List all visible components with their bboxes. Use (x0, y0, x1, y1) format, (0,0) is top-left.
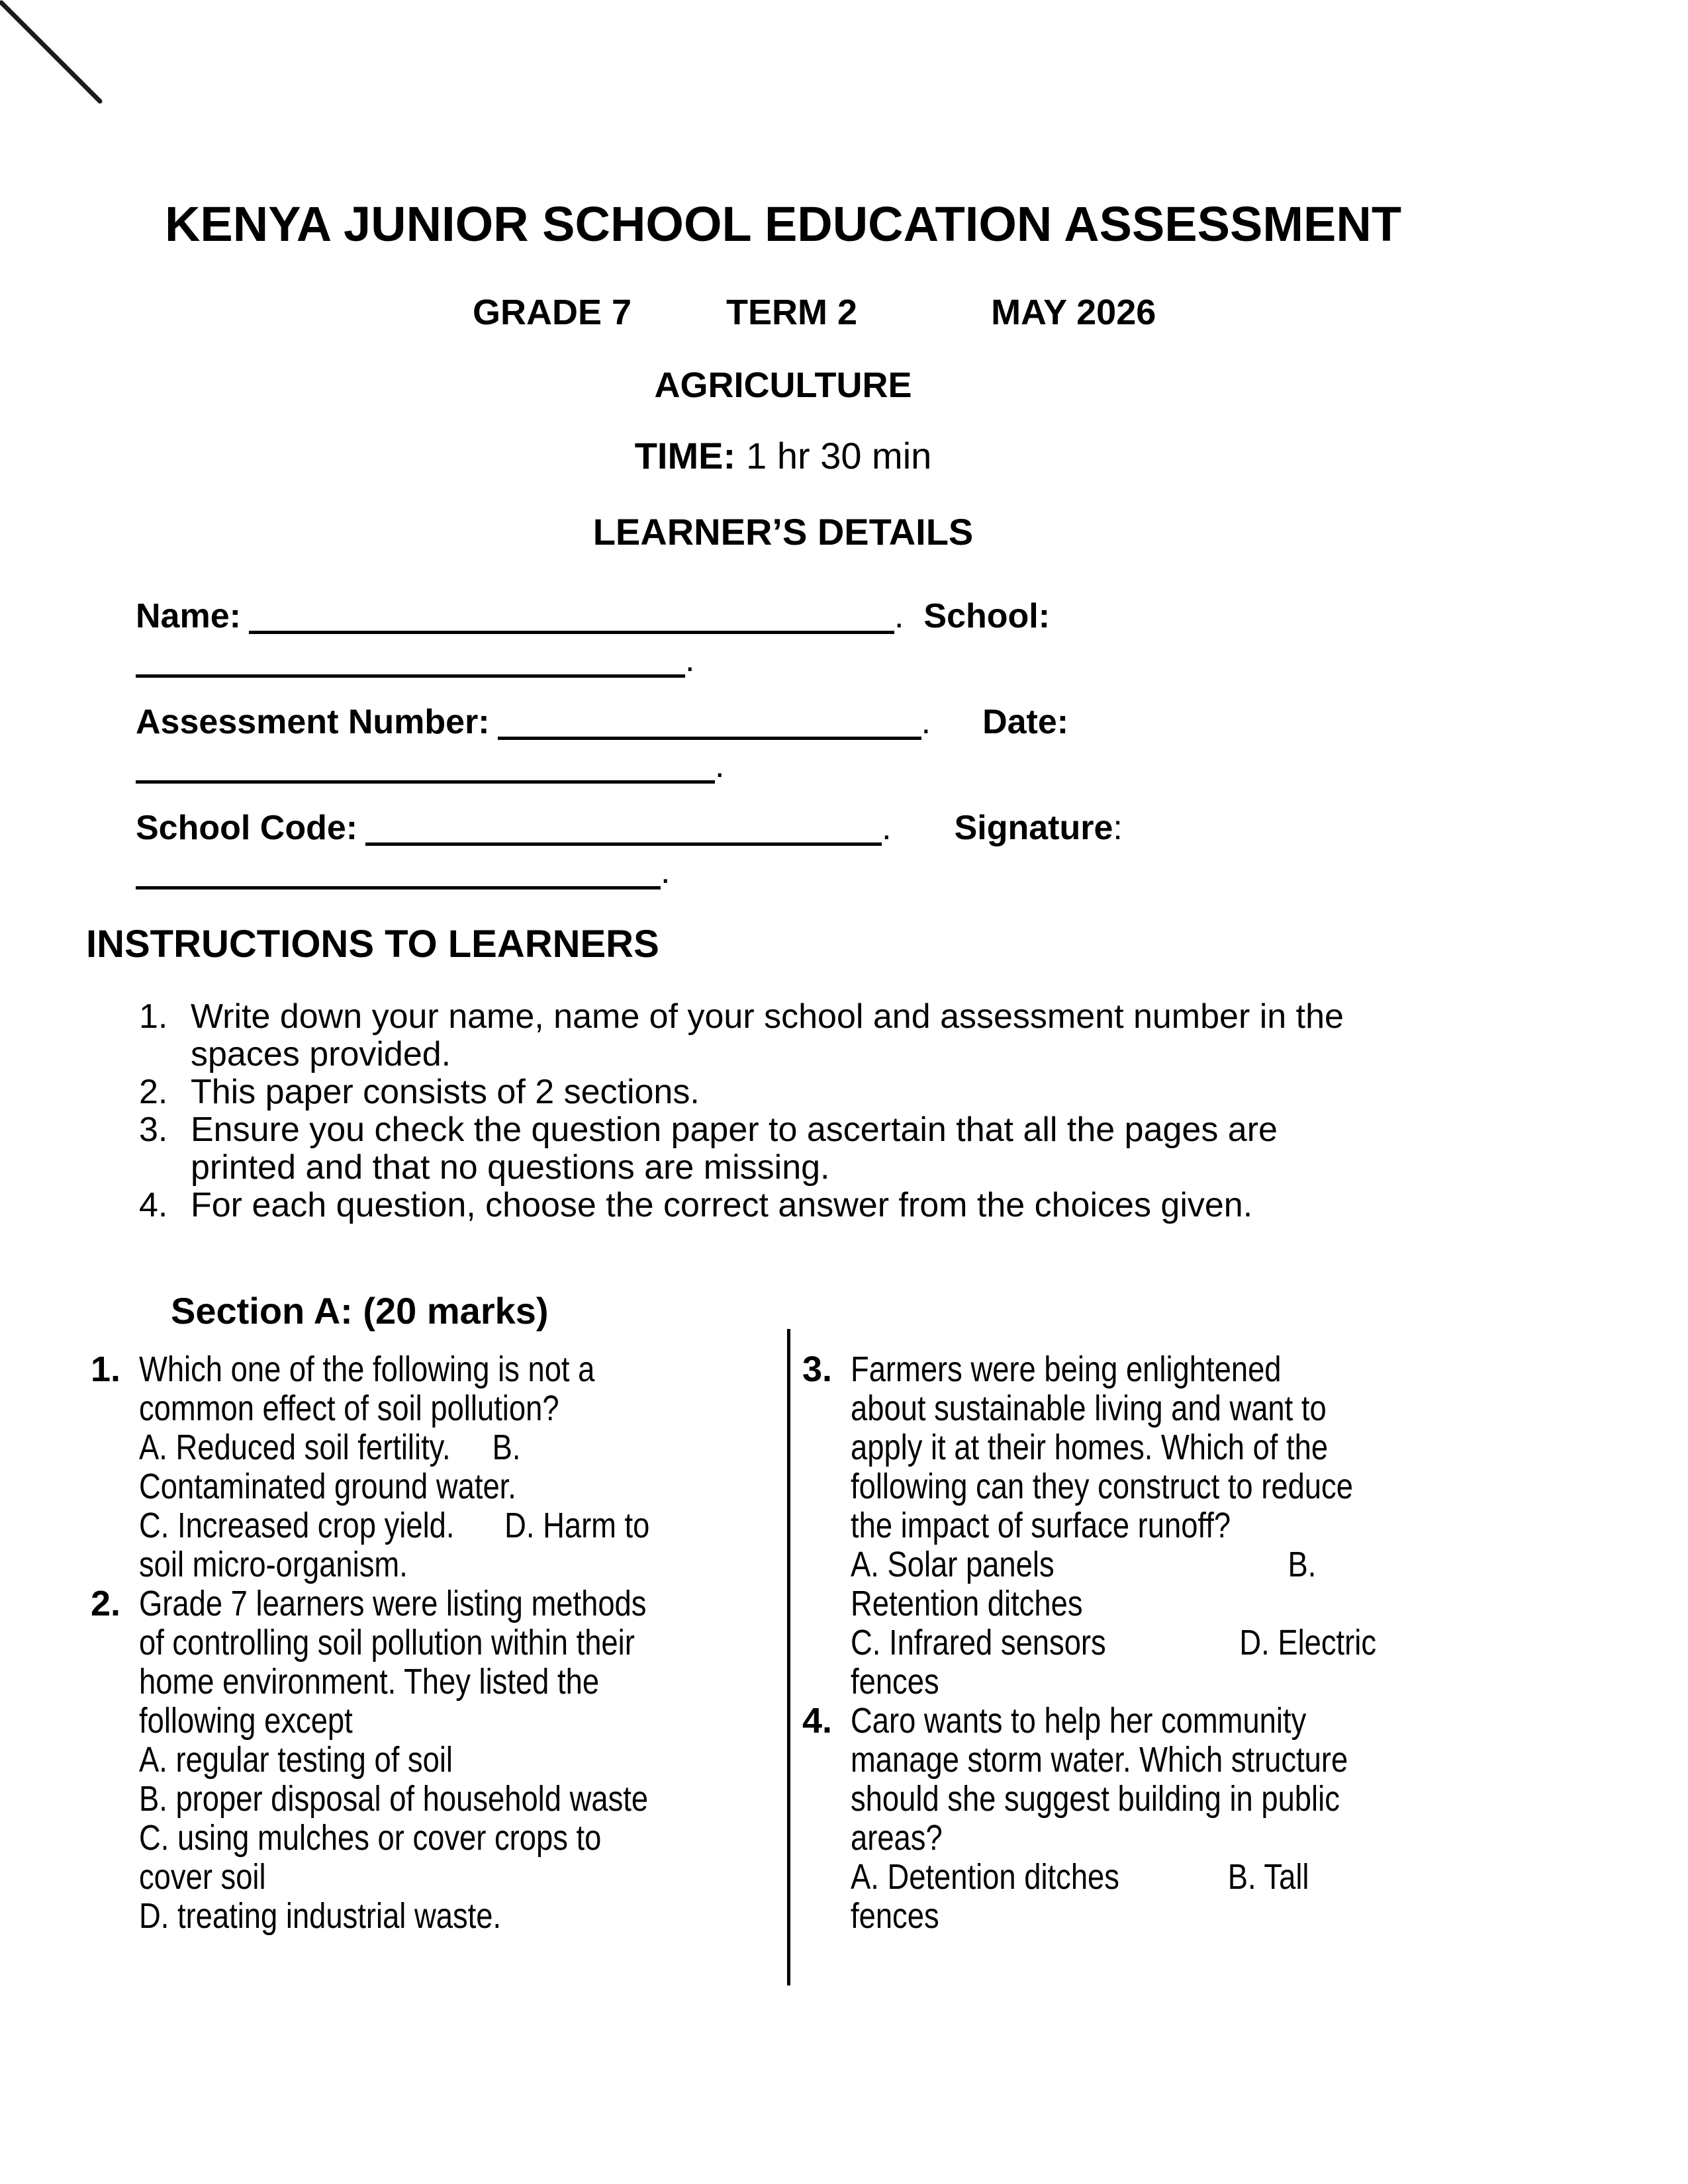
text-line: following except (139, 1701, 353, 1741)
instruction-item (139, 1111, 1582, 1187)
text-line: should she suggest building in public (851, 1779, 1340, 1819)
section-a-heading: Section A: (20 marks) (171, 1290, 549, 1332)
text-line: fences (851, 1662, 939, 1702)
question-number: 4. (802, 1701, 833, 1741)
text-line: C. Infrared sensors D. Electric (851, 1623, 1377, 1662)
instruction-number: 2. (139, 1073, 168, 1111)
text-line: Contaminated ground water. (139, 1467, 516, 1506)
assessment-number-field-line (498, 710, 921, 740)
instructions-list (139, 998, 1582, 1224)
time-value: 1 hr 30 min (746, 435, 932, 477)
period: . (894, 597, 904, 635)
text-line: following can they construct to reduce (851, 1467, 1353, 1506)
period: . (715, 747, 725, 785)
subject-title: AGRICULTURE (654, 365, 912, 405)
date-field-line (136, 754, 715, 784)
text-line: home environment. They listed the (139, 1662, 600, 1702)
text-line: D. treating industrial waste. (139, 1896, 502, 1936)
text-line: the impact of surface runoff? (851, 1506, 1231, 1545)
pen-stroke-mark (0, 0, 113, 116)
instruction-number: 4. (139, 1186, 168, 1224)
period: . (661, 852, 671, 891)
name-field-line (249, 604, 894, 634)
text-line: C. using mulches or cover crops to (139, 1818, 602, 1858)
instruction-item (139, 1187, 1582, 1224)
questions-column-right (802, 1350, 1550, 1936)
question (802, 1350, 1550, 1702)
school-label: School: (923, 597, 1051, 635)
text-line: about sustainable living and want to (851, 1388, 1327, 1428)
instruction-number: 3. (139, 1111, 168, 1149)
question-text (139, 1350, 782, 1584)
text-line: printed and that no questions are missing. (191, 1148, 830, 1187)
instruction-number: 1. (139, 997, 168, 1036)
date-label: Date: (982, 703, 1069, 741)
school-field-line (136, 648, 685, 678)
period: . (685, 641, 695, 679)
question-number: 3. (802, 1349, 833, 1389)
text-line: spaces provided. (191, 1035, 451, 1073)
question-text (851, 1350, 1550, 1702)
text-line: A. Solar panels B. (851, 1545, 1317, 1584)
text-line: B. proper disposal of household waste (139, 1779, 649, 1819)
month-year-label: MAY 2026 (991, 293, 1156, 332)
grade-label: GRADE 7 (473, 293, 632, 332)
question-text (139, 1584, 782, 1936)
instructions-heading: INSTRUCTIONS TO LEARNERS (86, 923, 659, 966)
text-line: C. Increased crop yield. D. Harm to (139, 1506, 650, 1545)
column-divider-line (787, 1329, 790, 1985)
text-line: common effect of soil pollution? (139, 1388, 559, 1428)
question (91, 1350, 782, 1584)
grade-term-date-row (473, 292, 1156, 333)
instruction-text (191, 998, 1582, 1073)
question (802, 1702, 1550, 1936)
text-line: For each question, choose the correct answer from the choices given. (191, 1186, 1253, 1224)
term-label: TERM 2 (726, 293, 858, 332)
instruction-text (191, 1187, 1582, 1224)
text-line: A. regular testing of soil (139, 1740, 453, 1780)
schoolcode-signature-row (136, 806, 1123, 893)
text-line: apply it at their homes. Which of the (851, 1428, 1329, 1467)
text-line: Farmers were being enlightened (851, 1349, 1282, 1389)
instruction-item (139, 998, 1582, 1073)
assessment-date-row (136, 700, 1068, 788)
text-line: of controlling soil pollution within their (139, 1623, 635, 1662)
question-number: 1. (91, 1349, 121, 1389)
text-line: manage storm water. Which structure (851, 1740, 1348, 1780)
question-text (851, 1702, 1550, 1936)
period: . (921, 703, 931, 741)
name-school-row (136, 594, 1050, 682)
questions-column-left (91, 1350, 782, 1936)
text-line: areas? (851, 1818, 943, 1858)
time-row (0, 434, 1566, 477)
text-line: Retention ditches (851, 1584, 1083, 1623)
school-code-field-line (365, 816, 882, 846)
time-label: TIME: (634, 435, 736, 477)
text-line: cover soil (139, 1857, 266, 1897)
text-line: A. Reduced soil fertility. B. (139, 1428, 521, 1467)
question-number: 2. (91, 1584, 121, 1623)
text-line: Grade 7 learners were listing methods (139, 1584, 647, 1623)
period: . (882, 809, 892, 847)
exam-title: KENYA JUNIOR SCHOOL EDUCATION ASSESSMENT (164, 197, 1402, 251)
assessment-number-label: Assessment Number: (136, 703, 490, 741)
name-label: Name: (136, 597, 241, 635)
instruction-text (191, 1111, 1582, 1187)
text-line: Which one of the following is not a (139, 1349, 595, 1389)
signature-colon: : (1113, 809, 1123, 847)
text-line: Caro wants to help her community (851, 1701, 1307, 1741)
question (91, 1584, 782, 1936)
text-line: fences (851, 1896, 939, 1936)
text-line: Write down your name, name of your school and assessment number in the (191, 997, 1344, 1036)
text-line: Ensure you check the question paper to ascertain that all the pages are (191, 1111, 1278, 1149)
instruction-text (191, 1073, 1582, 1111)
instruction-item (139, 1073, 1582, 1111)
signature-label: Signature (954, 809, 1113, 847)
school-code-label: School Code: (136, 809, 358, 847)
learners-details-heading: LEARNER’S DETAILS (592, 511, 974, 553)
text-line: This paper consists of 2 sections. (191, 1073, 700, 1111)
text-line: A. Detention ditches B. Tall (851, 1857, 1309, 1897)
signature-field-line (136, 860, 661, 889)
text-line: soil micro-organism. (139, 1545, 408, 1584)
